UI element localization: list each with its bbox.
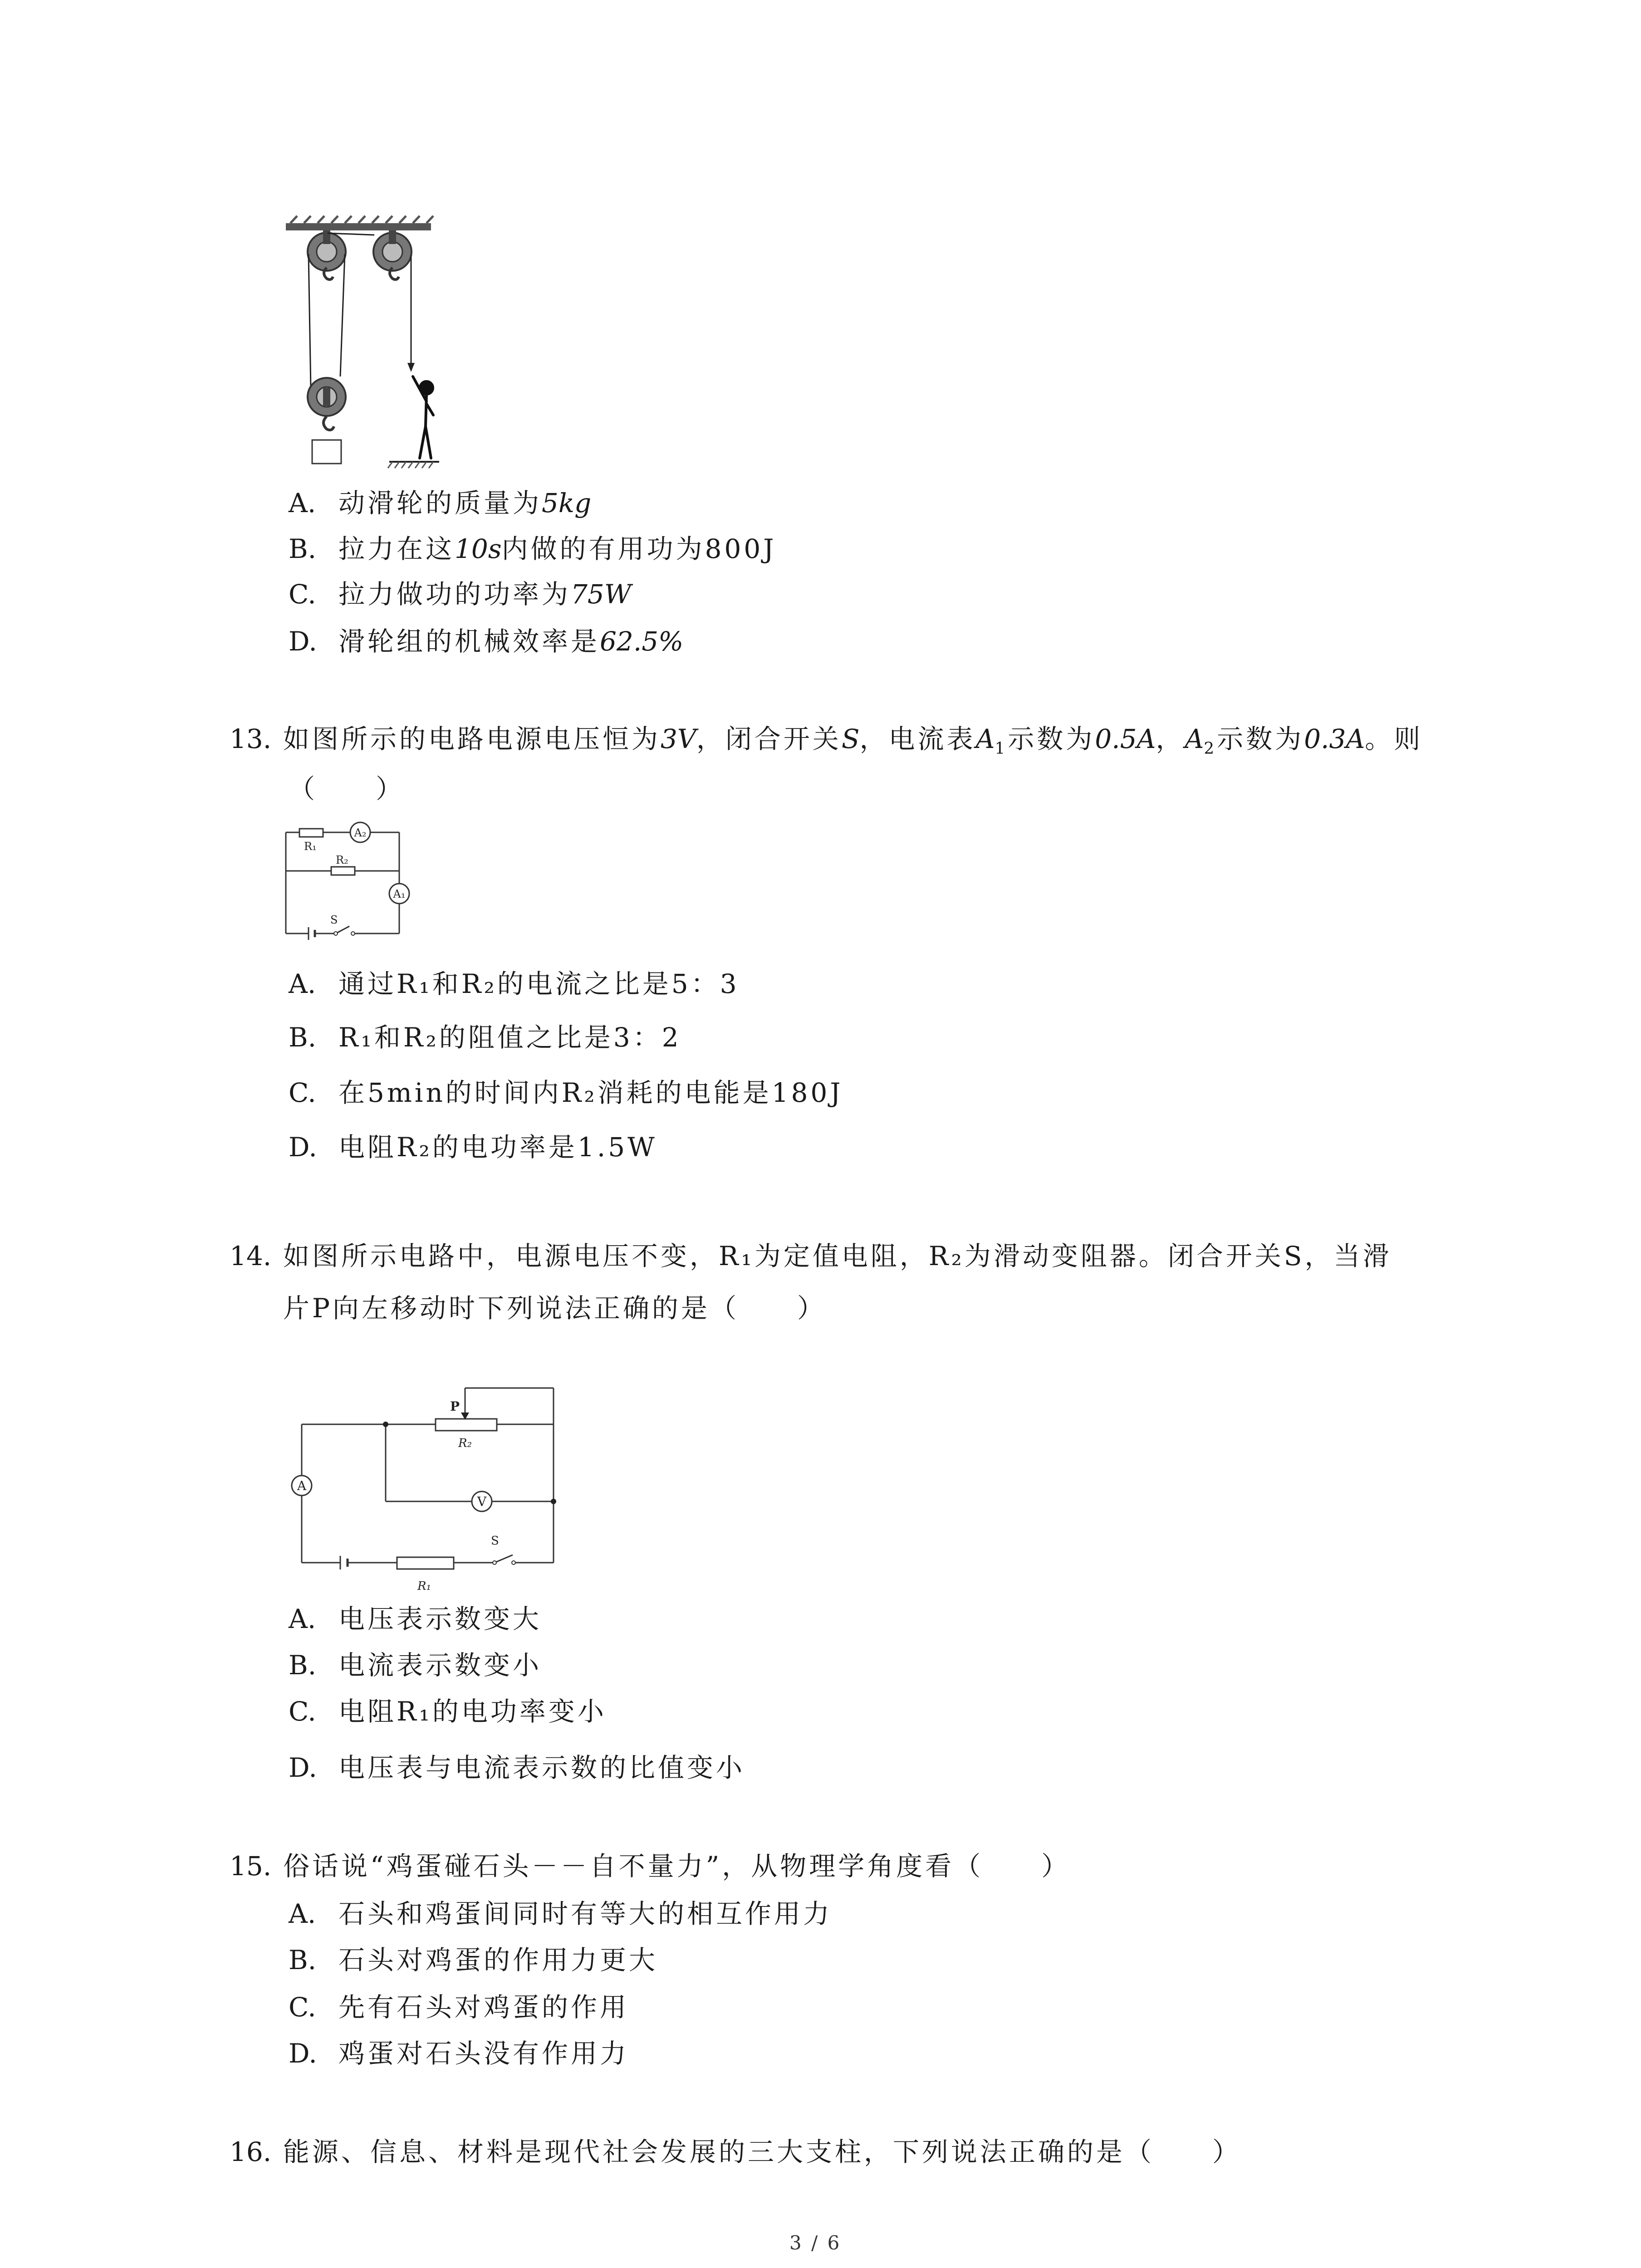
svg-text:V: V (477, 1494, 487, 1509)
svg-text:R₁: R₁ (417, 1579, 431, 1593)
q16-stem: 16. 能源、信息、材料是现代社会发展的三大支柱，下列说法正确的是（ ） (230, 2136, 1242, 2167)
person-figure (413, 376, 433, 458)
q15-option-b[interactable]: B. 石头对鸡蛋的作用力更大 (289, 1945, 658, 1975)
q14-option-c[interactable]: C. 电阻R₁的电功率变小 (289, 1696, 607, 1727)
q13-circuit-figure (281, 816, 431, 953)
svg-text:R₁: R₁ (304, 840, 317, 853)
q13-option-a[interactable]: A. 通过R₁和R₂的电流之比是5：3 (289, 968, 740, 999)
ceiling-beam (286, 223, 431, 230)
svg-text:S: S (491, 1534, 499, 1548)
q14-circuit-figure (281, 1379, 572, 1597)
q13-stem-line1: 13. 如图所示的电路电源电压恒为3V，闭合开关S，电流表$A_1$示数为0.5A，$A_2$示数为0.3A。则 (230, 723, 1423, 758)
svg-text:S: S (330, 914, 338, 926)
svg-text:A₁: A₁ (393, 888, 406, 900)
svg-text:A: A (297, 1478, 307, 1493)
q15-stem: 15. 俗话说“鸡蛋碰石头－－自不量力”，从物理学角度看（ ） (230, 1851, 1071, 1882)
q15-option-d[interactable]: D. 鸡蛋对石头没有作用力 (289, 2038, 629, 2069)
q14-option-b[interactable]: B. 电流表示数变小 (289, 1650, 542, 1681)
q13-option-c[interactable]: C. 在5min的时间内R₂消耗的电能是180J (289, 1077, 843, 1108)
svg-text:A₂: A₂ (354, 826, 367, 839)
svg-text:P: P (450, 1399, 460, 1414)
fixed-pulley-right (373, 230, 411, 279)
fixed-pulley-left (308, 230, 346, 279)
q14-stem-line1: 14. 如图所示电路中，电源电压不变，R₁为定值电阻，R₂为滑动变阻器。闭合开关S，当滑 (230, 1241, 1392, 1271)
q12-option-c[interactable]: C. 拉力做功的功率为75W (289, 579, 632, 610)
page-number: 3 / 6 (789, 2232, 842, 2254)
q14-stem-line2: 片P向左移动时下列说法正确的是（ ） (283, 1293, 827, 1324)
weight-block (312, 440, 341, 464)
svg-text:R₂: R₂ (336, 854, 348, 866)
q15-option-c[interactable]: C. 先有石头对鸡蛋的作用 (289, 1992, 629, 2023)
q12-option-a[interactable]: A. 动滑轮的质量为5kg (289, 488, 592, 518)
q15-option-a[interactable]: A. 石头和鸡蛋间同时有等大的相互作用力 (289, 1898, 833, 1929)
q12-option-d[interactable]: D. 滑轮组的机械效率是62.5% (289, 626, 684, 657)
q13-stem-line2: （ ） (289, 773, 405, 804)
q13-option-d[interactable]: D. 电阻R₂的电功率是1.5W (289, 1132, 657, 1163)
q14-option-a[interactable]: A. 电压表示数变大 (289, 1603, 542, 1634)
svg-text:R₂: R₂ (458, 1437, 472, 1450)
pulley-figure (277, 213, 440, 481)
movable-pulley (308, 378, 346, 430)
q13-option-b[interactable]: B. R₁和R₂的阻值之比是3：2 (289, 1022, 681, 1053)
q14-option-d[interactable]: D. 电压表与电流表示数的比值变小 (289, 1752, 745, 1783)
q12-option-b[interactable]: B. 拉力在这10s内做的有用功为800J (289, 533, 777, 564)
